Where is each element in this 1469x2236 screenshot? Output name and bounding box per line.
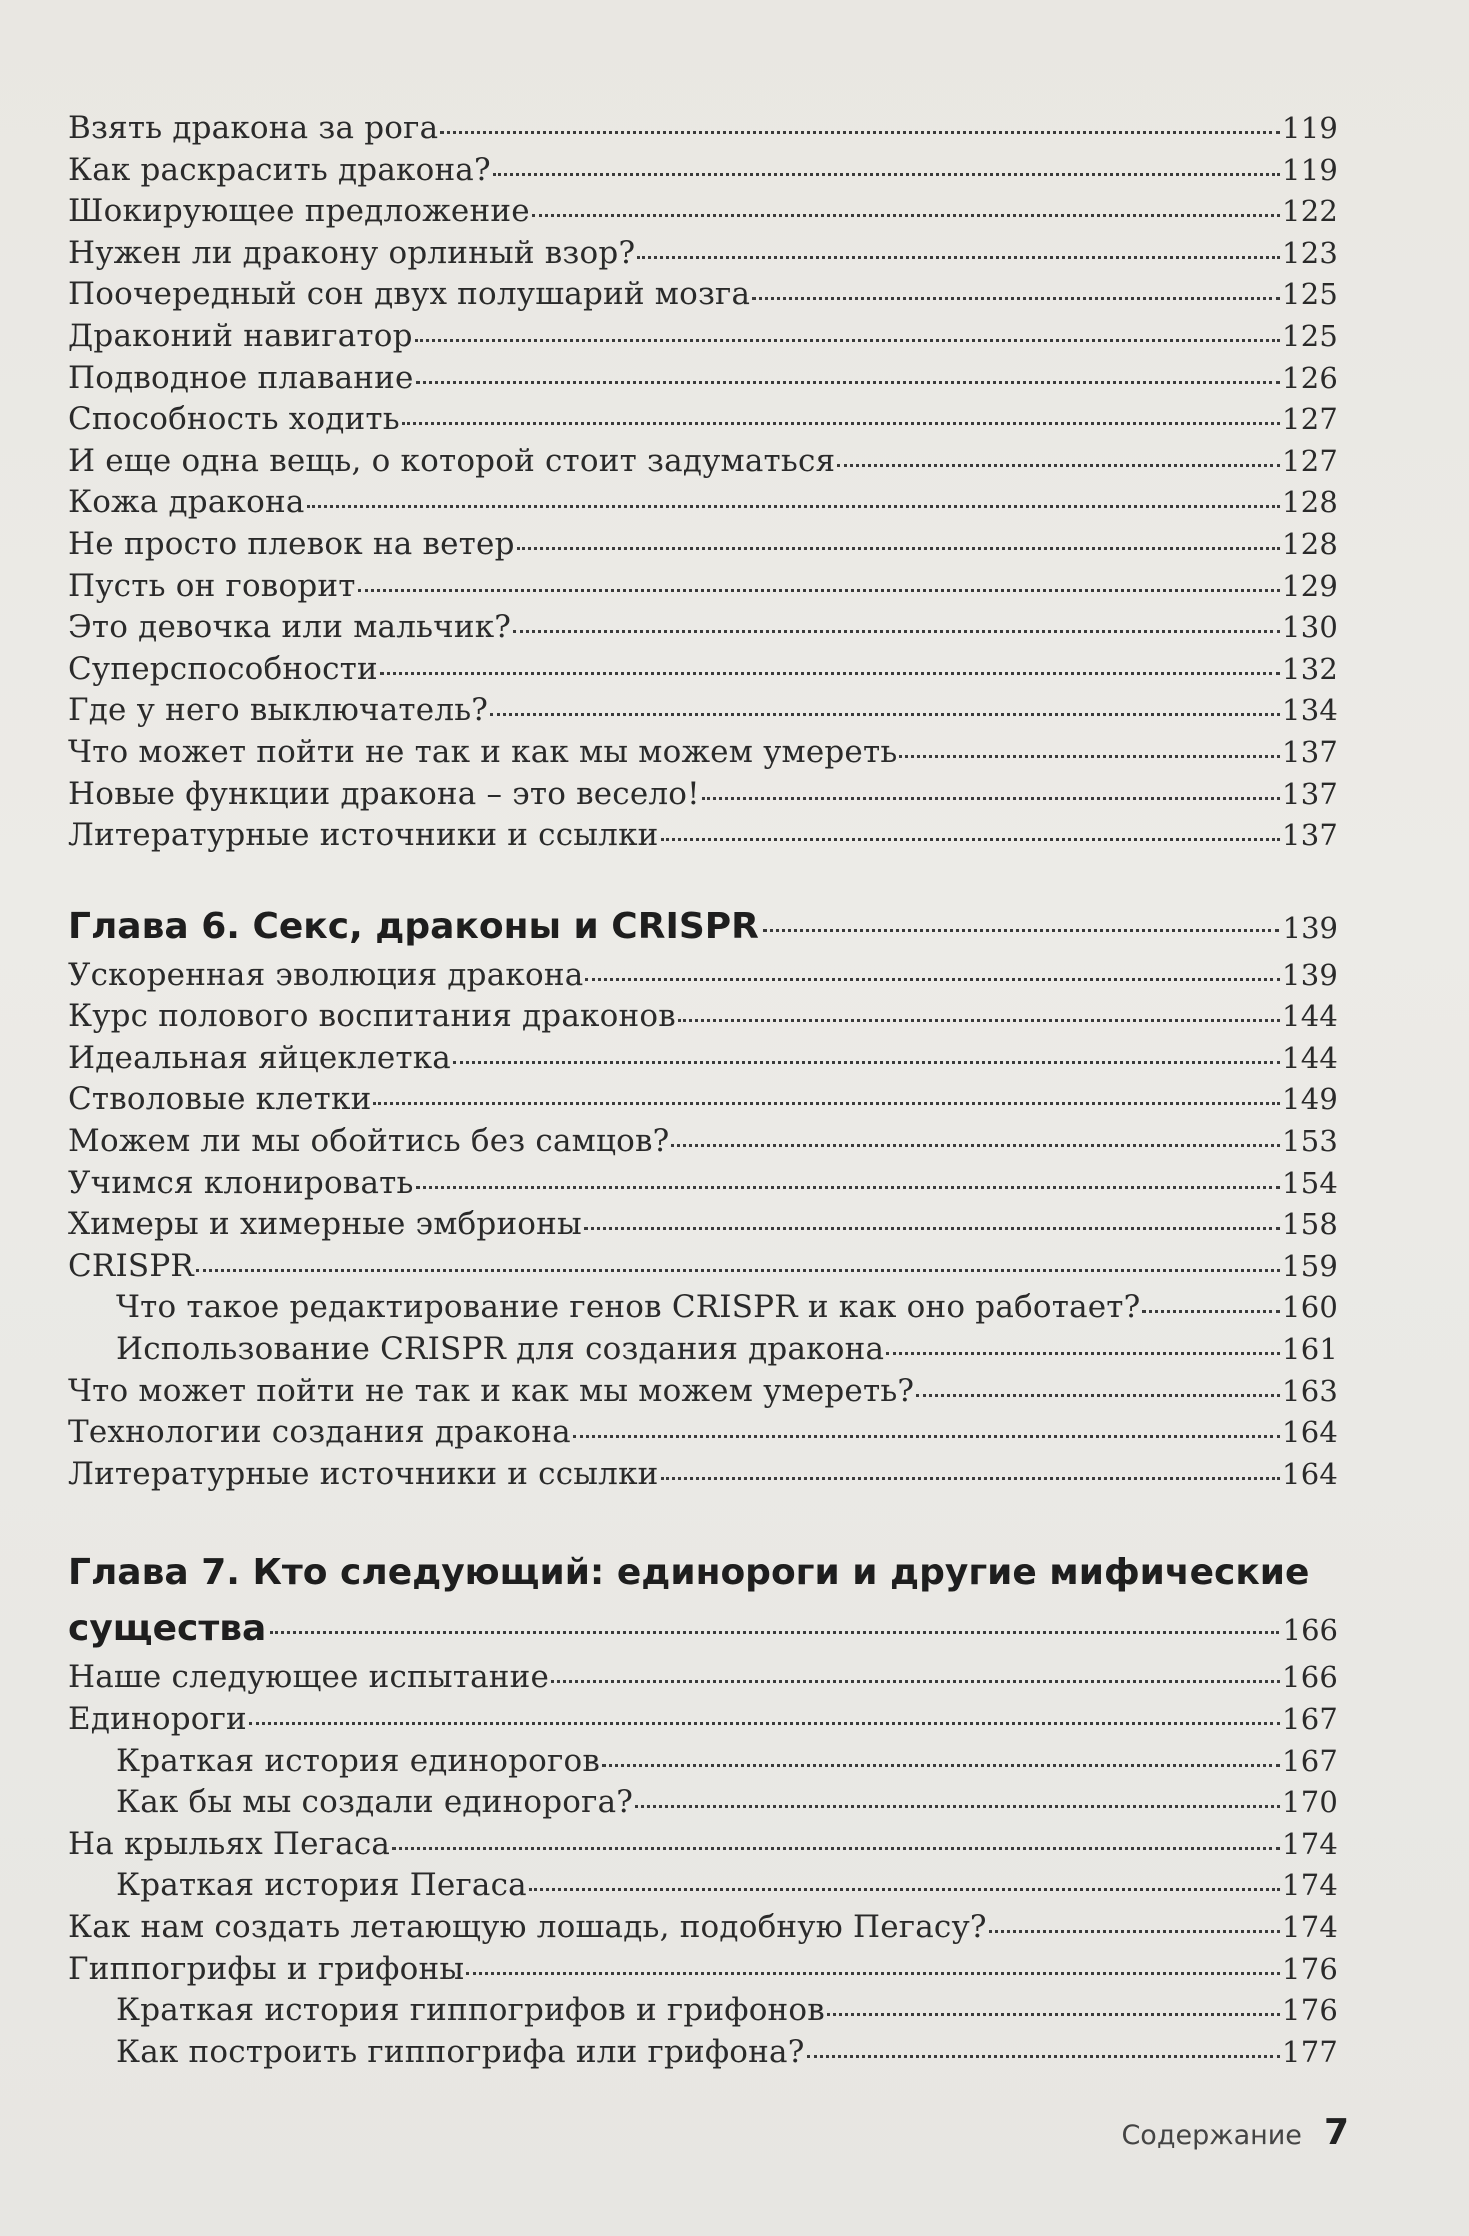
chapter-page: 166 [1282, 1613, 1338, 1648]
toc-entry [68, 108, 1338, 150]
entry-page: 167 [1282, 1702, 1338, 1736]
toc-subentry [68, 2032, 1338, 2074]
entry-page: 170 [1282, 1785, 1338, 1820]
leader-dots [307, 505, 1281, 508]
chapter-page: 139 [1282, 910, 1338, 945]
entry-page: 166 [1282, 1660, 1338, 1695]
toc-entry [68, 1079, 1338, 1121]
leader-dots [899, 755, 1280, 758]
entry-title: Поочередный сон двух полушарий мозга [68, 276, 751, 313]
leader-dots [573, 1435, 1280, 1438]
entry-title: Взять дракона за рога [68, 110, 439, 146]
leader-dots [671, 1144, 1280, 1147]
leader-dots [752, 297, 1280, 300]
entry-title: Использование CRISPR для создания дракона [116, 1331, 885, 1368]
entry-title: Гиппогрифы и грифоны [68, 1950, 465, 1987]
entry-title: Литературные источники и ссылки [68, 817, 659, 854]
entry-title: Шокирующее предложение [68, 193, 530, 230]
entry-page: 137 [1282, 734, 1338, 769]
toc-entry [68, 191, 1338, 233]
entry-title: Технологии создания дракона [68, 1414, 571, 1451]
leader-dots [196, 1269, 1280, 1272]
entry-title: Это девочка или мальчик? [68, 609, 512, 646]
entry-title: Как раскрасить дракона? [68, 151, 491, 188]
entry-title: Единороги [68, 1701, 247, 1737]
leader-dots [416, 1186, 1280, 1189]
toc-entry [68, 732, 1338, 774]
entry-title: Как нам создать летающую лошадь, подобную Пегасу? [68, 1908, 987, 1945]
leader-dots [453, 1061, 1280, 1064]
entry-page: 176 [1282, 1993, 1338, 2028]
entry-title: CRISPR [68, 1247, 194, 1284]
toc-entry [68, 399, 1338, 441]
chapter-7-heading-line2 [68, 1601, 1338, 1657]
leader-dots [807, 2055, 1281, 2058]
entry-title: Новые функции дракона – это весело! [68, 775, 700, 812]
toc-entry [68, 815, 1338, 857]
entry-page: 126 [1282, 360, 1338, 395]
leader-dots [637, 256, 1280, 259]
entry-page: 119 [1282, 152, 1338, 187]
entry-title: Подводное плавание [68, 359, 414, 396]
leader-dots [584, 1227, 1280, 1230]
entry-title: Пусть он говорит [68, 567, 356, 604]
entry-page: 144 [1282, 999, 1338, 1034]
leader-dots [585, 978, 1280, 981]
entry-title: На крыльях Пегаса [68, 1825, 391, 1862]
leader-dots [837, 464, 1280, 467]
entry-title: Учимся клонировать [68, 1164, 414, 1201]
toc-entry [68, 690, 1338, 732]
entry-title: Способность ходить [68, 401, 400, 438]
leader-dots [440, 131, 1280, 134]
leader-dots [373, 1102, 1280, 1105]
entry-page: 177 [1282, 2034, 1338, 2069]
page-footer [1121, 2112, 1349, 2153]
toc-entry [68, 955, 1338, 997]
toc-entry [68, 996, 1338, 1038]
leader-dots [678, 1019, 1280, 1022]
leader-dots [886, 1352, 1280, 1355]
chapter-title: Глава 7. Кто следующий: единороги и другие мифические [68, 1552, 1310, 1594]
leader-dots [358, 589, 1280, 592]
toc-subentry [68, 1329, 1338, 1371]
toc-entry [68, 482, 1338, 524]
toc-entry [68, 1824, 1338, 1866]
leader-dots [249, 1722, 1280, 1725]
leader-dots [415, 339, 1280, 342]
toc-subentry [68, 1990, 1338, 2032]
leader-dots [661, 1477, 1281, 1480]
toc-entry [68, 1454, 1338, 1496]
toc-subentry [68, 1865, 1338, 1907]
toc-subentry [68, 1782, 1338, 1824]
entry-title: Стволовые клетки [68, 1081, 372, 1118]
entry-title: Курс полового воспитания драконов [68, 998, 676, 1035]
entry-title: Краткая история Пегаса [116, 1867, 527, 1904]
entry-page: 122 [1282, 194, 1338, 229]
entry-title: Ускоренная эволюция дракона [68, 956, 584, 993]
entry-page: 149 [1282, 1082, 1338, 1117]
toc-entry [68, 524, 1338, 566]
leader-dots [635, 1805, 1280, 1808]
entry-page: 164 [1282, 1415, 1338, 1450]
entry-page: 174 [1282, 1909, 1338, 1944]
toc-entry [68, 233, 1338, 275]
toc-entry [68, 774, 1338, 816]
entry-page: 137 [1282, 776, 1338, 811]
leader-dots [517, 547, 1280, 550]
chapter-7-heading-line1 [68, 1545, 1338, 1601]
toc-entry [68, 358, 1338, 400]
entry-page: 119 [1282, 111, 1338, 145]
leader-dots [529, 1888, 1280, 1891]
entry-title: Где у него выключатель? [68, 692, 489, 729]
entry-page: 132 [1282, 651, 1338, 686]
entry-page: 127 [1282, 402, 1338, 437]
entry-page: 134 [1282, 693, 1338, 728]
entry-page: 139 [1282, 957, 1338, 992]
entry-title: Краткая история единорогов [116, 1742, 600, 1779]
entry-page: 128 [1282, 526, 1338, 561]
leader-dots [916, 1394, 1280, 1397]
entry-page: 129 [1282, 568, 1338, 603]
entry-page: 158 [1282, 1207, 1338, 1242]
toc-entry [68, 649, 1338, 691]
leader-dots [1142, 1310, 1280, 1313]
toc-entry [68, 607, 1338, 649]
entry-title: Как построить гиппогрифа или грифона? [116, 2033, 805, 2070]
entry-title: Что такое редактирование генов CRISPR и как оно работает? [116, 1289, 1141, 1326]
entry-title: Химеры и химерные эмбрионы [68, 1206, 582, 1243]
entry-title: Нужен ли дракону орлиный взор? [68, 234, 636, 271]
leader-dots [532, 214, 1280, 217]
leader-dots [392, 1847, 1280, 1850]
entry-page: 176 [1282, 1951, 1338, 1986]
entry-page: 160 [1282, 1290, 1338, 1325]
chapter-title-continued: существа [68, 1608, 267, 1650]
entry-page: 161 [1282, 1332, 1338, 1367]
toc-subentry [68, 1741, 1338, 1783]
entry-page: 163 [1282, 1373, 1338, 1408]
toc-entry [68, 150, 1338, 192]
toc-entry [68, 1246, 1338, 1288]
entry-title: Как бы мы создали единорога? [116, 1784, 634, 1821]
entry-page: 153 [1282, 1124, 1338, 1159]
toc-entry [68, 1163, 1338, 1205]
toc-entry [68, 1949, 1338, 1991]
entry-page: 144 [1282, 1040, 1338, 1075]
leader-dots [827, 2013, 1280, 2016]
leader-dots [661, 838, 1281, 841]
toc-entry [68, 1907, 1338, 1949]
entry-title: Что может пойти не так и как мы можем умереть? [68, 1372, 915, 1409]
entry-page: 154 [1282, 1165, 1338, 1200]
toc-subentry [68, 1287, 1338, 1329]
entry-title: Литературные источники и ссылки [68, 1455, 659, 1492]
entry-page: 159 [1282, 1248, 1338, 1283]
entry-title: И еще одна вещь, о которой стоит задуматься [68, 442, 836, 479]
entry-page: 137 [1282, 818, 1338, 853]
leader-dots [416, 381, 1280, 384]
leader-dots [763, 929, 1279, 932]
leader-dots [270, 1631, 1278, 1634]
page-number: 7 [1323, 2112, 1349, 2153]
leader-dots [702, 797, 1280, 800]
leader-dots [493, 173, 1280, 176]
table-of-contents [68, 108, 1338, 2073]
entry-title: Краткая история гиппогрифов и грифонов [116, 1992, 825, 2029]
entry-page: 167 [1282, 1743, 1338, 1778]
entry-title: Драконий навигатор [68, 317, 413, 354]
toc-entry [68, 1038, 1338, 1080]
entry-title: Суперспособности [68, 650, 378, 687]
leader-dots [602, 1764, 1280, 1767]
entry-page: 127 [1282, 443, 1338, 478]
toc-entry [68, 1371, 1338, 1413]
entry-title: Идеальная яйцеклетка [68, 1039, 451, 1076]
toc-entry [68, 441, 1338, 483]
leader-dots [402, 422, 1280, 425]
chapter-6-heading [68, 899, 1338, 955]
leader-dots [513, 630, 1280, 633]
entry-title: Можем ли мы обойтись без самцов? [68, 1123, 670, 1160]
toc-entry [68, 566, 1338, 608]
entry-title: Наше следующее испытание [68, 1659, 550, 1696]
leader-dots [490, 713, 1280, 716]
entry-page: 174 [1282, 1826, 1338, 1861]
chapter-title: Глава 6. Секс, драконы и CRISPR [68, 905, 759, 947]
leader-dots [551, 1680, 1280, 1683]
toc-entry [68, 1657, 1338, 1699]
toc-entry [68, 1204, 1338, 1246]
toc-entry [68, 1412, 1338, 1454]
toc-entry [68, 1121, 1338, 1163]
entry-page: 130 [1282, 610, 1338, 645]
toc-entry [68, 274, 1338, 316]
entry-page: 125 [1282, 277, 1338, 312]
entry-page: 174 [1282, 1868, 1338, 1903]
leader-dots [380, 672, 1280, 675]
entry-page: 128 [1282, 485, 1338, 520]
entry-page: 125 [1282, 318, 1338, 353]
toc-entry [68, 316, 1338, 358]
toc-entry [68, 1699, 1338, 1741]
entry-title: Что может пойти не так и как мы можем умереть [68, 733, 898, 770]
leader-dots [989, 1930, 1280, 1933]
leader-dots [466, 1972, 1280, 1975]
entry-title: Не просто плевок на ветер [68, 525, 515, 562]
entry-title: Кожа дракона [68, 484, 305, 521]
entry-page: 164 [1282, 1456, 1338, 1491]
entry-page: 123 [1282, 235, 1338, 270]
running-footer-label: Содержание [1121, 2120, 1302, 2151]
